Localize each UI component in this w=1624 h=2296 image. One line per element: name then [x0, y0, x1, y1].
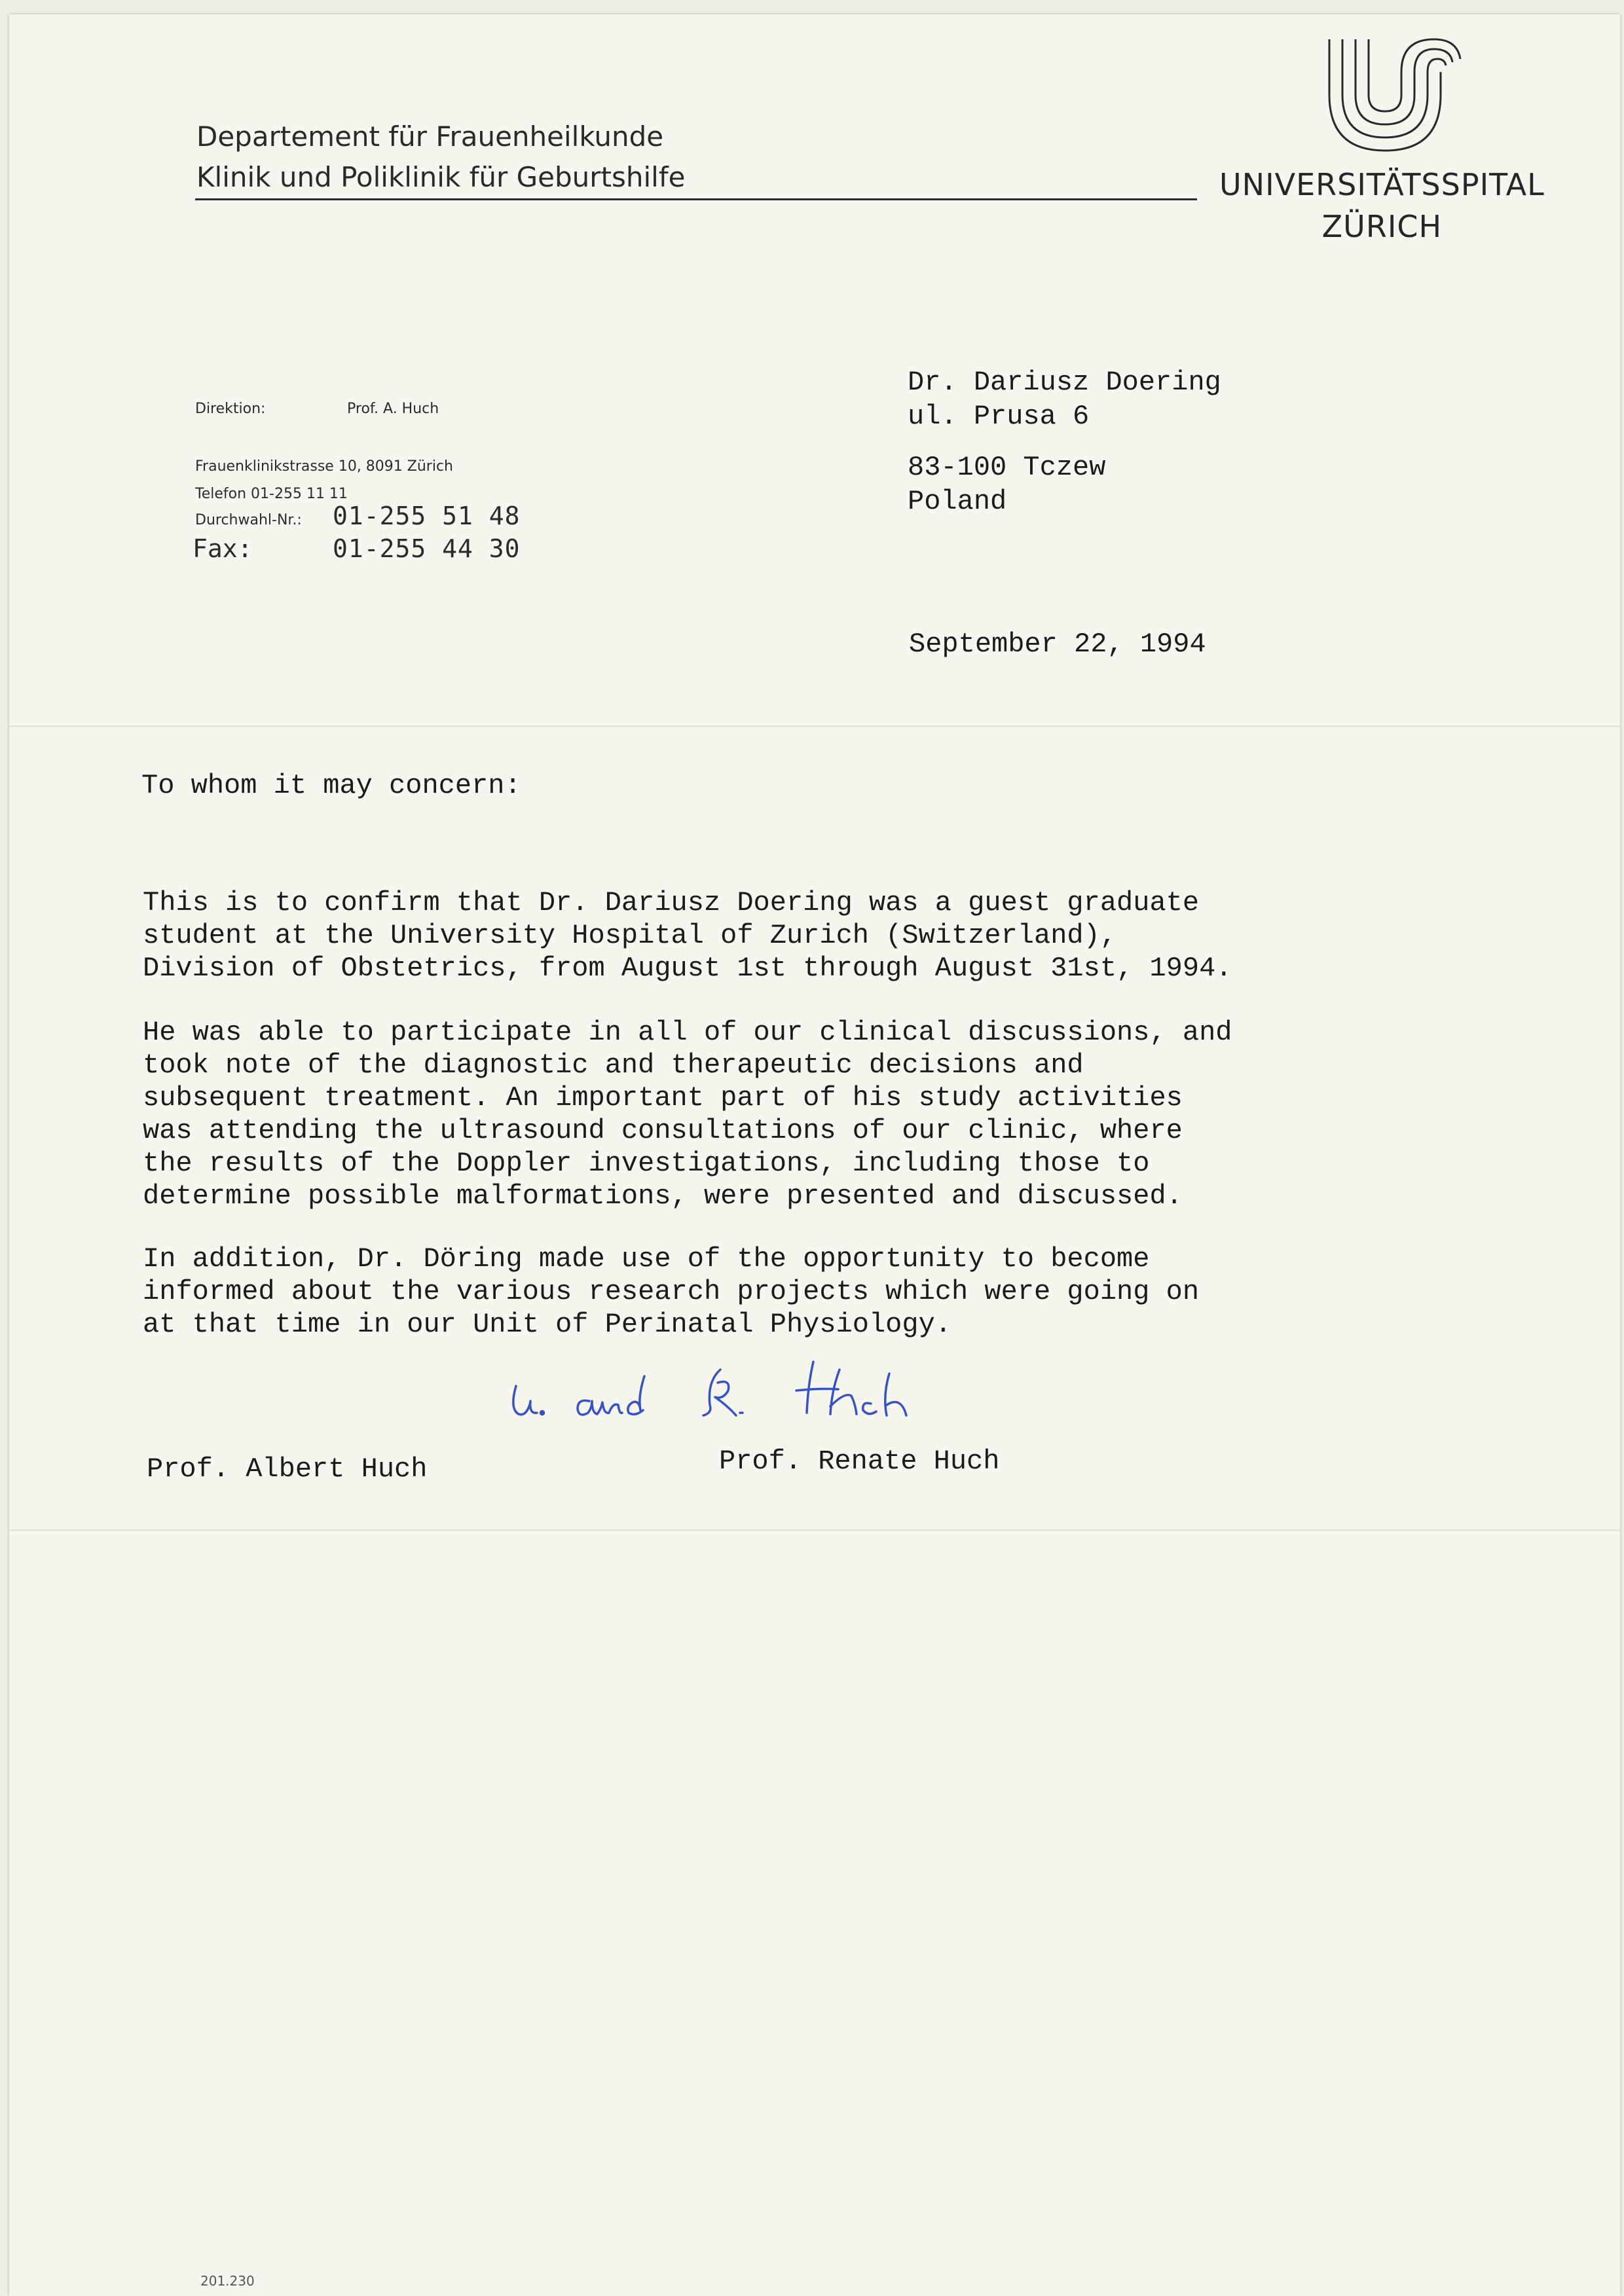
paragraph: [143, 1016, 1232, 1212]
paragraph-line: determine possible malformations, were presented and discussed.: [143, 1180, 1183, 1212]
paragraph-line: student at the University Hospital of Zurich (Switzerland),: [143, 920, 1117, 951]
durchwahl-label: Durchwahl-Nr.:: [195, 512, 302, 528]
paragraph-line: subsequent treatment. An important part of his study activities: [143, 1082, 1183, 1114]
salutation: To whom it may concern:: [141, 770, 521, 801]
recipient-city: 83-100 Tczew: [908, 452, 1106, 483]
universitaetsspital-logo-icon: [1323, 33, 1467, 157]
fax-label: Fax:: [193, 534, 253, 563]
direktion-value: Prof. A. Huch: [347, 401, 439, 417]
paragraph-line: informed about the various research projects which were going on: [143, 1276, 1200, 1307]
paragraph-line: In addition, Dr. Döring made use of the opportunity to become: [143, 1243, 1150, 1275]
recipient-address: [908, 365, 1221, 519]
paragraph-line: was attending the ultrasound consultations of our clinic, where: [143, 1115, 1183, 1146]
durchwahl-number: 01-255 51 48: [333, 501, 521, 530]
recipient-name: Dr. Dariusz Doering: [908, 367, 1221, 398]
department-line: Departement für Frauenheilkunde: [196, 120, 664, 153]
paragraph-line: This is to confirm that Dr. Dariusz Doering was a guest graduate: [143, 887, 1200, 919]
header-rule: [195, 198, 1197, 200]
form-code: 201.230: [200, 2273, 255, 2289]
direktion-label: Direktion:: [195, 401, 266, 417]
recipient-country: Poland: [908, 486, 1007, 517]
institution-city: ZÜRICH: [1321, 209, 1443, 244]
department-block: [196, 117, 685, 198]
paragraph-line: Division of Obstetrics, from August 1st through August 31st, 1994.: [143, 953, 1232, 984]
paragraph-line: He was able to participate in all of our clinical discussions, and: [143, 1017, 1232, 1048]
paragraph: [143, 886, 1232, 985]
street-address: Frauenklinikstrasse 10, 8091 Zürich: [195, 458, 454, 475]
clinic-line: Klinik und Poliklinik für Geburtshilfe: [196, 161, 686, 193]
institution-line: UNIVERSITÄTSSPITAL: [1219, 167, 1545, 202]
signer-albert-huch: Prof. Albert Huch: [147, 1453, 428, 1485]
paragraph: [143, 1243, 1199, 1341]
institution-name: [1219, 164, 1545, 247]
recipient-street: ul. Prusa 6: [908, 401, 1090, 432]
paragraph-line: the results of the Doppler investigations, including those to: [143, 1148, 1150, 1179]
telefon: Telefon 01-255 11 11: [195, 486, 348, 502]
paragraph-line: took note of the diagnostic and therapeutic decisions and: [143, 1049, 1084, 1081]
paper-fold-line: [9, 1529, 1620, 1531]
letter-date: September 22, 1994: [909, 629, 1206, 660]
paper-fold-line: [9, 725, 1620, 727]
fax-number: 01-255 44 30: [333, 534, 521, 563]
signer-renate-huch: Prof. Renate Huch: [719, 1446, 1000, 1477]
handwritten-signature: [504, 1350, 923, 1429]
paragraph-line: at that time in our Unit of Perinatal Physiology.: [143, 1309, 952, 1340]
